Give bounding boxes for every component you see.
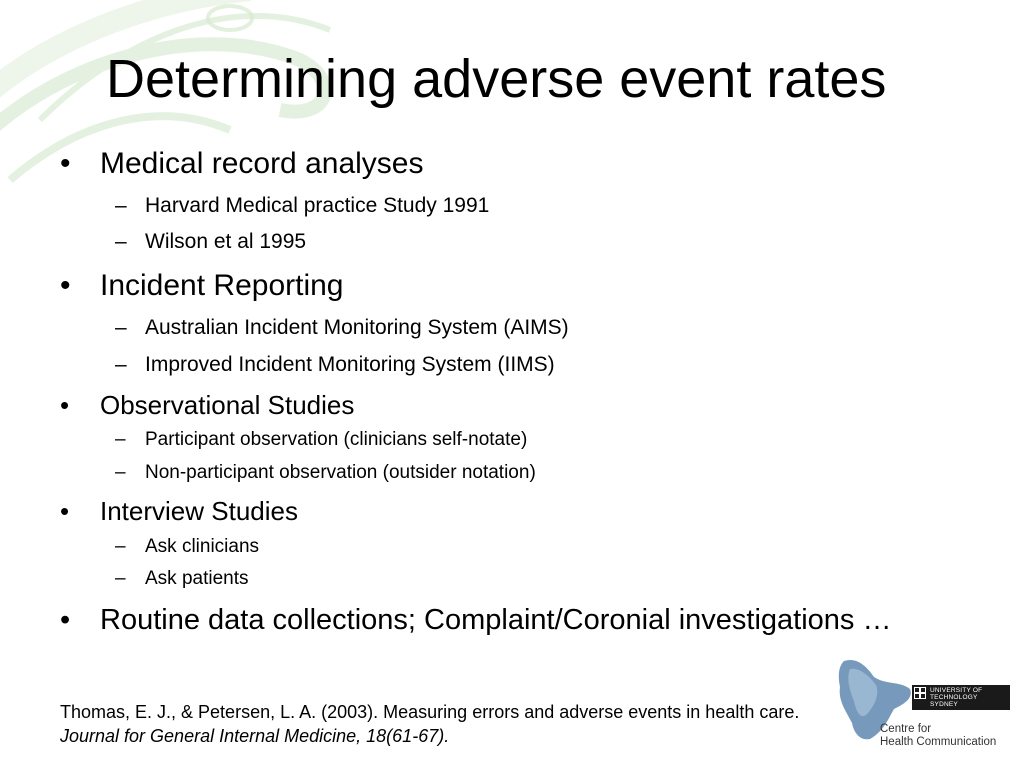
dash-marker: – <box>115 194 127 217</box>
sub-item-text: Wilson et al 1995 <box>145 230 307 253</box>
dash-marker: – <box>115 230 127 253</box>
bullet-marker: • <box>60 269 71 302</box>
bullet-text: Routine data collections; Complaint/Coronial investigations … <box>100 604 892 636</box>
bullet-marker: • <box>60 147 71 180</box>
dash-marker: – <box>115 316 127 339</box>
uts-logo <box>912 685 1010 710</box>
sub-item-text: Ask patients <box>145 568 249 589</box>
sub-item-text: Australian Incident Monitoring System (AIMS) <box>145 316 569 339</box>
bullet-text: Incident Reporting <box>100 269 344 302</box>
citation <box>60 700 840 748</box>
bullet-marker: • <box>60 390 70 420</box>
centre-line-1: Centre for <box>880 723 932 735</box>
sub-item-text: Improved Incident Monitoring System (IIMS) <box>145 353 555 376</box>
uts-crest-icon <box>914 687 926 699</box>
slide-title: Determining adverse event rates <box>106 49 887 109</box>
sub-item-text: Ask clinicians <box>145 536 260 557</box>
citation-journal: Journal for General Internal Medicine, 18(61-67). <box>60 726 450 746</box>
dash-marker: – <box>115 568 126 589</box>
centre-name <box>880 723 996 749</box>
bullet-text: Interview Studies <box>100 496 298 526</box>
bullet-text: Medical record analyses <box>100 147 424 180</box>
bullet-text: Observational Studies <box>100 390 355 420</box>
sub-item-text: Non-participant observation (outsider notation) <box>145 462 536 483</box>
dash-marker: – <box>115 536 126 557</box>
citation-text: Thomas, E. J., & Petersen, L. A. (2003). Measuring errors and adverse events in health care. <box>60 702 800 722</box>
sub-item-text: Harvard Medical practice Study 1991 <box>145 194 490 217</box>
sub-item-text: Participant observation (clinicians self-notate) <box>145 429 528 450</box>
uts-line-2: TECHNOLOGY SYDNEY <box>930 694 978 708</box>
uts-line-1: UNIVERSITY OF <box>930 687 983 694</box>
dash-marker: – <box>115 429 126 450</box>
bullet-marker: • <box>60 604 71 636</box>
centre-for-health-communication-logo <box>830 655 1010 755</box>
dash-marker: – <box>115 462 126 483</box>
dash-marker: – <box>115 353 127 376</box>
centre-line-2: Health Communication <box>880 736 997 748</box>
bullet-marker: • <box>60 496 70 526</box>
